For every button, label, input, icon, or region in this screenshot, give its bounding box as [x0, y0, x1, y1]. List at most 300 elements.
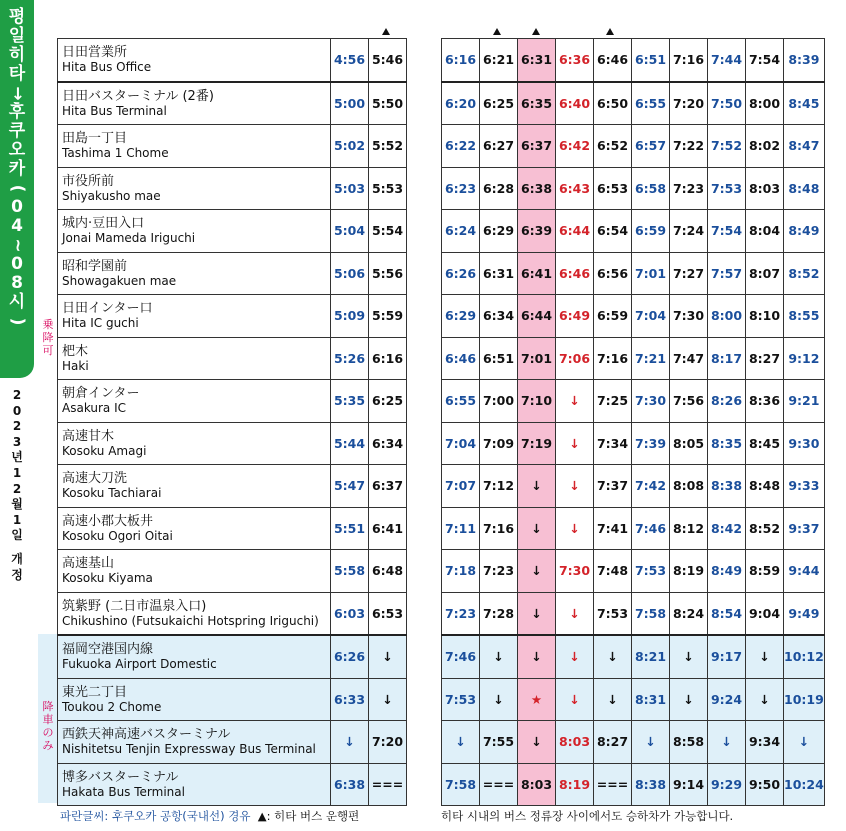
departure-time: 5:54: [369, 210, 407, 253]
departure-time: 7:53: [442, 678, 480, 721]
departure-time: 7:22: [670, 125, 708, 168]
departure-time: 7:01: [632, 252, 670, 295]
departure-time: 10:24: [784, 763, 825, 806]
stop-name: [58, 82, 331, 125]
hita-bus-marker-icon: [382, 28, 390, 35]
stop-name: [58, 295, 331, 338]
departure-time: 6:34: [369, 422, 407, 465]
departure-time: 8:55: [784, 295, 825, 338]
stop-name-en: Hita Bus Terminal: [62, 103, 167, 118]
departure-time: 6:58: [632, 167, 670, 210]
departure-time: 8:59: [746, 550, 784, 593]
departure-time: 8:07: [746, 252, 784, 295]
departure-time: 8:03: [518, 763, 556, 806]
departure-time: ↓: [746, 635, 784, 678]
stop-name: [58, 763, 331, 806]
departure-time: 7:42: [632, 465, 670, 508]
table-row: [58, 167, 407, 210]
stop-name-jp: 昭和学園前: [62, 258, 128, 274]
departure-time: 6:41: [369, 507, 407, 550]
departure-time: 5:47: [331, 465, 369, 508]
departure-time: 5:53: [369, 167, 407, 210]
departure-time: 6:34: [480, 295, 518, 338]
stop-name-en: Hita Bus Office: [62, 60, 152, 75]
departure-time: ↓: [556, 592, 594, 635]
table-row: [58, 39, 407, 82]
departure-time: 7:56: [670, 380, 708, 423]
departure-time: 8:42: [708, 507, 746, 550]
departure-time: 6:53: [594, 167, 632, 210]
departure-time: 6:43: [556, 167, 594, 210]
departure-time: ↓: [746, 678, 784, 721]
departure-time: 6:50: [594, 82, 632, 125]
direction-banner-text: 평 일 히 타 → 후 쿠 오 카 ( 0 4 ~ 0 8 시 ): [7, 7, 28, 326]
departure-time: 6:42: [556, 125, 594, 168]
departure-time: 8:54: [708, 592, 746, 635]
stop-name: [58, 550, 331, 593]
departure-time: 8:21: [632, 635, 670, 678]
departure-time: 6:51: [480, 337, 518, 380]
table-row: [442, 507, 825, 550]
table-row: [442, 678, 825, 721]
departure-time: 9:12: [784, 337, 825, 380]
departure-time: 5:00: [331, 82, 369, 125]
departure-time: 7:54: [746, 39, 784, 82]
stop-name: [58, 721, 331, 764]
departure-time: ↓: [518, 465, 556, 508]
departure-time: ↓: [518, 507, 556, 550]
departure-time: 6:37: [518, 125, 556, 168]
stop-name-en: Kosoku Ogori Oitai: [62, 528, 173, 543]
departure-time: 5:56: [369, 252, 407, 295]
stop-name-en: Kosoku Tachiarai: [62, 486, 162, 501]
departure-time: 7:44: [708, 39, 746, 82]
departure-time: 8:27: [594, 721, 632, 764]
departure-time: 5:26: [331, 337, 369, 380]
footer-legend: [60, 808, 359, 824]
departure-time: 6:44: [518, 295, 556, 338]
departure-time: 10:19: [784, 678, 825, 721]
departure-time: 7:11: [442, 507, 480, 550]
stop-name-jp: 東光二丁目: [62, 684, 128, 700]
departure-time: 7:16: [670, 39, 708, 82]
stop-name: [58, 380, 331, 423]
departure-time: 8:27: [746, 337, 784, 380]
departure-time: 7:53: [632, 550, 670, 593]
table-row: [442, 167, 825, 210]
departure-time: 7:19: [518, 422, 556, 465]
departure-time: 5:02: [331, 125, 369, 168]
departure-time: 6:31: [480, 252, 518, 295]
footer-legend-triangle: ▲: 히타 버스 운행편: [257, 809, 360, 823]
table-row: [58, 465, 407, 508]
departure-time: ↓: [518, 592, 556, 635]
direction-banner: [0, 0, 34, 378]
departure-time: 6:38: [331, 763, 369, 806]
stop-name: [58, 422, 331, 465]
departure-time: 8:03: [556, 721, 594, 764]
departure-time: 7:47: [670, 337, 708, 380]
departure-time: 6:49: [556, 295, 594, 338]
stop-name-jp: 高速大刀洗: [62, 471, 128, 487]
departure-time: 6:35: [518, 82, 556, 125]
departure-time: 6:55: [632, 82, 670, 125]
departure-time: 7:48: [594, 550, 632, 593]
stop-name-en: Jonai Mameda Iriguchi: [62, 231, 196, 246]
stop-name: [58, 678, 331, 721]
departure-time: ↓: [556, 507, 594, 550]
departure-time: 8:39: [784, 39, 825, 82]
table-row: [442, 550, 825, 593]
departure-time: 8:00: [708, 295, 746, 338]
stop-name: [58, 125, 331, 168]
departure-time: 8:36: [746, 380, 784, 423]
departure-time: 9:17: [708, 635, 746, 678]
table-row: [442, 635, 825, 678]
table-row: [442, 380, 825, 423]
departure-time: 7:57: [708, 252, 746, 295]
stop-name-en: Asakura IC: [62, 401, 127, 416]
departure-time: 8:48: [784, 167, 825, 210]
stop-name-jp: 日田営業所: [62, 45, 128, 61]
departure-time: 8:17: [708, 337, 746, 380]
table-row: [58, 507, 407, 550]
table-row: [442, 592, 825, 635]
departure-time: 9:34: [746, 721, 784, 764]
departure-time: ↓: [632, 721, 670, 764]
stop-name: [58, 507, 331, 550]
departure-time: 7:23: [480, 550, 518, 593]
stop-name-jp: 市役所前: [62, 173, 115, 189]
departure-time: 6:53: [369, 592, 407, 635]
departure-time: 6:37: [369, 465, 407, 508]
departure-time: 5:44: [331, 422, 369, 465]
stop-name: [58, 635, 331, 678]
departure-time: 7:07: [442, 465, 480, 508]
stop-name-en: Hita IC guchi: [62, 316, 139, 331]
departure-time: 5:35: [331, 380, 369, 423]
departure-time: 6:59: [632, 210, 670, 253]
table-row: [442, 210, 825, 253]
departure-time: 6:55: [442, 380, 480, 423]
departure-time: 6:22: [442, 125, 480, 168]
table-row: [58, 210, 407, 253]
departure-time: 7:46: [442, 635, 480, 678]
table-row: [58, 380, 407, 423]
stop-type-column: [38, 38, 57, 803]
departure-time: 7:41: [594, 507, 632, 550]
departure-time: 8:10: [746, 295, 784, 338]
departure-time: 7:53: [594, 592, 632, 635]
departure-time: 8:08: [670, 465, 708, 508]
stop-name-en: Hakata Bus Terminal: [62, 784, 185, 799]
departure-time: 7:50: [708, 82, 746, 125]
departure-time: 7:10: [518, 380, 556, 423]
departure-time: 6:21: [480, 39, 518, 82]
departure-time: ↓: [369, 635, 407, 678]
table-row: [442, 295, 825, 338]
departure-time: 7:58: [442, 763, 480, 806]
stop-name-jp: 城内·豆田入口: [62, 216, 145, 232]
stop-name-jp: 朝倉インター: [62, 386, 140, 402]
stop-name-jp: 日田バスターミナル (2番): [62, 88, 214, 104]
departure-time: 8:38: [632, 763, 670, 806]
stop-name-en: Kosoku Kiyama: [62, 571, 153, 586]
departure-time: ↓: [594, 635, 632, 678]
departure-time: 6:33: [331, 678, 369, 721]
departure-time: ↓: [670, 678, 708, 721]
departure-time: 7:58: [632, 592, 670, 635]
departure-time: 7:00: [480, 380, 518, 423]
departure-time: 7:16: [480, 507, 518, 550]
departure-time: 6:40: [556, 82, 594, 125]
stop-name-en: Toukou 2 Chome: [62, 699, 162, 714]
departure-time: 8:00: [746, 82, 784, 125]
stop-name-en: Nishitetsu Tenjin Expressway Bus Terminal: [62, 742, 316, 757]
hita-bus-marker-icon: [532, 28, 540, 35]
departure-time: 8:48: [746, 465, 784, 508]
departure-time: ↓: [442, 721, 480, 764]
table-row: [58, 125, 407, 168]
departure-time: ↓: [369, 678, 407, 721]
table-row: [58, 422, 407, 465]
departure-time: 7:27: [670, 252, 708, 295]
departure-time: 6:39: [518, 210, 556, 253]
stop-name-en: Chikushino (Futsukaichi Hotspring Iriguchi): [62, 613, 319, 628]
departure-time: 8:12: [670, 507, 708, 550]
departure-time: 7:30: [632, 380, 670, 423]
table-row: [442, 39, 825, 82]
stop-name-jp: 博多バスターミナル: [62, 769, 179, 785]
table-row: [58, 763, 407, 806]
stop-name-jp: 日田インター口: [62, 301, 153, 317]
departure-time: 6:23: [442, 167, 480, 210]
departure-time: ↓: [784, 721, 825, 764]
departure-time: ↓: [556, 465, 594, 508]
departure-time: 7:53: [708, 167, 746, 210]
departure-time: 5:52: [369, 125, 407, 168]
stop-name-jp: 福岡空港国内線: [62, 642, 154, 658]
departure-time: 6:29: [442, 295, 480, 338]
stop-name-jp: 杷木: [62, 343, 89, 359]
departure-time: ↓: [556, 380, 594, 423]
departure-time: 7:06: [556, 337, 594, 380]
alighting-only-label: 降 車 の み: [42, 700, 54, 752]
departure-time: 7:18: [442, 550, 480, 593]
departure-time: 7:04: [442, 422, 480, 465]
departure-time: 7:54: [708, 210, 746, 253]
stop-name-en: Kosoku Amagi: [62, 443, 147, 458]
departure-time: 7:30: [670, 295, 708, 338]
departure-time: ↓: [518, 550, 556, 593]
departure-time: 8:31: [632, 678, 670, 721]
table-row: [442, 252, 825, 295]
departure-time: 6:48: [369, 550, 407, 593]
departure-time: 8:03: [746, 167, 784, 210]
departure-time: 8:52: [746, 507, 784, 550]
stop-name-jp: 田島一丁目: [62, 131, 128, 147]
star-icon: ★: [518, 678, 556, 721]
departure-time: 5:09: [331, 295, 369, 338]
departure-time: 6:46: [594, 39, 632, 82]
departure-time: 9:50: [746, 763, 784, 806]
boarding-allowed-label: 乗 降 可: [42, 318, 54, 357]
departure-time: 6:51: [632, 39, 670, 82]
departure-time: 6:27: [480, 125, 518, 168]
departure-time: 9:04: [746, 592, 784, 635]
stop-name-en: Shiyakusho mae: [62, 188, 161, 203]
stop-name: [58, 210, 331, 253]
table-row: [442, 125, 825, 168]
stop-name: [58, 167, 331, 210]
stop-timetable-left: [57, 38, 407, 806]
stop-name-jp: 高速小郡大板井: [62, 513, 154, 529]
table-row: [58, 635, 407, 678]
departure-time: 8:47: [784, 125, 825, 168]
timetable-right: [441, 38, 825, 806]
table-row: [58, 592, 407, 635]
hita-bus-marker-icon: [493, 28, 501, 35]
departure-time: 8:35: [708, 422, 746, 465]
departure-time: 6:46: [442, 337, 480, 380]
departure-time: 8:05: [670, 422, 708, 465]
stop-name: [58, 252, 331, 295]
departure-time: ===: [369, 763, 407, 806]
departure-time: 7:34: [594, 422, 632, 465]
departure-time: 6:25: [369, 380, 407, 423]
departure-time: ↓: [331, 721, 369, 764]
departure-time: 9:33: [784, 465, 825, 508]
departure-time: 6:31: [518, 39, 556, 82]
departure-time: ↓: [480, 635, 518, 678]
departure-time: 6:16: [369, 337, 407, 380]
table-row: [58, 678, 407, 721]
departure-time: 8:38: [708, 465, 746, 508]
revision-date: 2 0 2 3 년 1 2 월 1 일 개 정: [11, 388, 23, 582]
departure-time: 6:28: [480, 167, 518, 210]
departure-time: 8:45: [784, 82, 825, 125]
departure-time: 6:26: [442, 252, 480, 295]
departure-time: 9:44: [784, 550, 825, 593]
table-row: [442, 721, 825, 764]
departure-time: 7:28: [480, 592, 518, 635]
table-row: [58, 295, 407, 338]
departure-time: 6:57: [632, 125, 670, 168]
stop-name-en: Showagakuen mae: [62, 273, 177, 288]
stop-name-jp: 高速基山: [62, 556, 115, 572]
departure-time: 7:52: [708, 125, 746, 168]
departure-time: 5:03: [331, 167, 369, 210]
hita-bus-marker-icon: [606, 28, 614, 35]
table-row: [442, 763, 825, 806]
departure-time: 7:24: [670, 210, 708, 253]
departure-time: 9:29: [708, 763, 746, 806]
stop-name: [58, 39, 331, 82]
departure-time: 7:39: [632, 422, 670, 465]
departure-time: 6:41: [518, 252, 556, 295]
departure-time: 5:58: [331, 550, 369, 593]
footer-legend-blue: 파란글씨: 후쿠오카 공항(국내선) 경유: [60, 809, 251, 823]
departure-time: 7:25: [594, 380, 632, 423]
departure-time: ↓: [556, 678, 594, 721]
departure-time: 7:30: [556, 550, 594, 593]
departure-time: 6:26: [331, 635, 369, 678]
departure-time: ↓: [670, 635, 708, 678]
departure-time: ↓: [556, 422, 594, 465]
departure-time: ↓: [518, 721, 556, 764]
departure-time: 7:16: [594, 337, 632, 380]
table-row: [58, 337, 407, 380]
departure-time: 6:56: [594, 252, 632, 295]
departure-time: 7:04: [632, 295, 670, 338]
departure-time: 5:06: [331, 252, 369, 295]
table-row: [442, 422, 825, 465]
departure-time: ↓: [594, 678, 632, 721]
departure-time: 6:44: [556, 210, 594, 253]
departure-time: 9:37: [784, 507, 825, 550]
departure-time: 5:50: [369, 82, 407, 125]
departure-time: 10:12: [784, 635, 825, 678]
departure-time: ↓: [480, 678, 518, 721]
departure-time: ↓: [556, 635, 594, 678]
departure-time: 6:36: [556, 39, 594, 82]
departure-time: 8:45: [746, 422, 784, 465]
departure-time: 9:24: [708, 678, 746, 721]
departure-time: 8:58: [670, 721, 708, 764]
departure-time: 7:12: [480, 465, 518, 508]
departure-time: 8:26: [708, 380, 746, 423]
departure-time: 5:04: [331, 210, 369, 253]
departure-time: 6:46: [556, 252, 594, 295]
stop-name-en: Fukuoka Airport Domestic: [62, 657, 217, 672]
departure-time: 8:19: [556, 763, 594, 806]
table-row: [58, 550, 407, 593]
departure-time: ↓: [708, 721, 746, 764]
departure-time: 6:03: [331, 592, 369, 635]
departure-time: 5:59: [369, 295, 407, 338]
stop-name-en: Haki: [62, 358, 89, 373]
departure-time: 7:20: [369, 721, 407, 764]
departure-time: 6:54: [594, 210, 632, 253]
departure-time: 8:52: [784, 252, 825, 295]
departure-time: 5:51: [331, 507, 369, 550]
departure-time: 7:37: [594, 465, 632, 508]
departure-time: 7:01: [518, 337, 556, 380]
departure-time: 9:21: [784, 380, 825, 423]
departure-time: 6:24: [442, 210, 480, 253]
departure-time: 8:49: [708, 550, 746, 593]
departure-time: 6:59: [594, 295, 632, 338]
departure-time: 9:14: [670, 763, 708, 806]
departure-time: 7:09: [480, 422, 518, 465]
stop-name-jp: 西鉄天神高速バスターミナル: [62, 727, 231, 743]
stop-name-jp: 高速甘木: [62, 428, 115, 444]
departure-time: ↓: [518, 635, 556, 678]
departure-time: 7:23: [442, 592, 480, 635]
table-row: [58, 252, 407, 295]
stop-name-jp: 筑紫野 (二日市温泉入口): [62, 598, 207, 614]
departure-time: 6:52: [594, 125, 632, 168]
stop-name: [58, 592, 331, 635]
departure-time: 8:49: [784, 210, 825, 253]
departure-time: 9:30: [784, 422, 825, 465]
departure-time: ===: [480, 763, 518, 806]
departure-time: 8:02: [746, 125, 784, 168]
departure-time: 7:46: [632, 507, 670, 550]
departure-time: 8:19: [670, 550, 708, 593]
departure-time: ===: [594, 763, 632, 806]
table-row: [442, 82, 825, 125]
